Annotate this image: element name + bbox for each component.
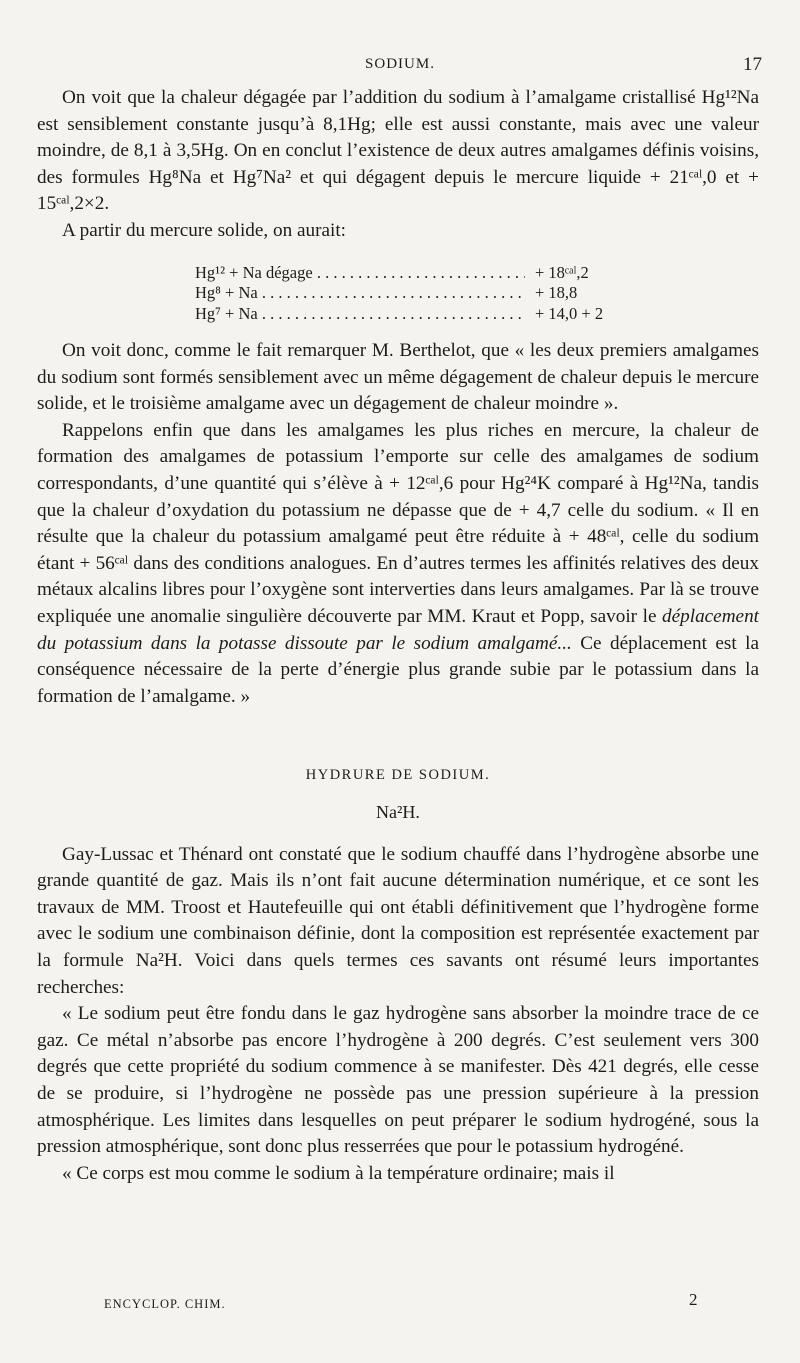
paragraph: Gay-Lussac et Thénard ont constaté que le sodium chauffé dans l’hydrogène absorbe une grande quantité de gaz. Mais ils n’ont fait aucune détermination numérique, et ce sont les travaux de MM. Troost et Hautefeuille qui ont établi définitivement que l’hydrogène forme avec le sodium une combinaison définie, dont la composition est représentée exactement par la formule Na²H. Voici dans quels termes ces savants ont résumé leurs importantes recherches:: [37, 843, 759, 998]
paragraph: « Ce corps est mou comme le sodium à la température ordinaire; mais il: [62, 1162, 615, 1184]
section-heading: HYDRURE DE SODIUM.: [305, 767, 491, 784]
running-head: [0, 56, 800, 82]
italic-phrase: déplacement du potassium dans la potasse dissoute par le sodium amalgamé...: [37, 606, 759, 654]
formula-row: [195, 304, 665, 325]
section-formula: Na²H.: [376, 801, 420, 822]
formula-row: [195, 263, 665, 284]
formula-value: + 18,8: [535, 283, 578, 303]
formula-value: + 14,0 + 2: [535, 303, 604, 323]
formula-row: [195, 283, 665, 304]
formula-lhs: Hg⁷ + Na . . .: [195, 304, 525, 325]
page-number: 17: [743, 54, 762, 75]
paragraph: [37, 418, 759, 711]
running-title: SODIUM.: [365, 56, 435, 72]
footer-signature-number: 2: [689, 1290, 698, 1309]
paragraph-text: Ce déplacement est la conséquence nécessaire de la perte d’énergie plus grande subie par le potassium dans la formation de l’amalgame. »: [37, 632, 759, 707]
paragraph: A partir du mercure solide, on aurait:: [62, 219, 346, 241]
paragraph: « Le sodium peut être fondu dans le gaz hydrogène sans absorber la moindre trace de ce gaz. Ce métal n’absorbe pas encore l’hydrogène à 200 degrés. C’est seulement vers 300 degrés que cette propriété du sodium commence à se manifester. Dès 421 degrés, elle cesse de se produire, si l’hydrogène ne possède pas une pression supérieure à la pression atmosphérique. Les limites dans lesquelles on peut préparer le sodium hydrogéné, sous la pression atmosphérique, sont donc plus resserrées que pour le potassium hydrogéné.: [37, 1003, 759, 1158]
formula-lhs: Hg¹² + Na dégage . . .: [195, 263, 525, 284]
formula-lhs: Hg⁸ + Na . . .: [195, 283, 525, 304]
body-text: [37, 85, 759, 1187]
formula-value: + 18ᶜᵃˡ,2: [535, 262, 589, 282]
paragraph: On voit que la chaleur dégagée par l’addition du sodium à l’amalgame cristallisé Hg¹²Na est sensiblement constante jusqu’à 8,1Hg; elle est aussi constante, mais avec une valeur moindre, de 8,1 à 3,5Hg. On en conclut l’existence de deux autres amalgames définis voisins, des formules Hg⁸Na et Hg⁷Na² et qui dégagent depuis le mercure liquide + 21ᶜᵃˡ,0 et + 15ᶜᵃˡ,2×2.: [37, 87, 759, 215]
footer-signature: ENCYCLOP. CHIM.: [104, 1297, 226, 1311]
paragraph: On voit donc, comme le fait remarquer M. Berthelot, que « les deux premiers amalgames du sodium sont formés sensiblement avec un même dégagement de chaleur depuis le mercure solide, et le troisième amalgame avec un dégagement de chaleur moindre ».: [37, 340, 759, 415]
formula-table: [195, 263, 665, 325]
paragraph-text: Rappelons enfin que dans les amalgames les plus riches en mercure, la chaleur de formation des amalgames de potassium l’emporte sur celle des amalgames de sodium correspondants, d’une quantité qui s’élève à + 12ᶜᵃˡ,6 pour Hg²⁴K comparé à Hg¹²Na, tandis que la chaleur d’oxydation du potassium ne dépasse que de + 4,7 celle du sodium. « Il en résulte que la chaleur du potassium amalgamé peut être réduite à + 48ᶜᵃˡ, celle du sodium étant + 56ᶜᵃˡ dans des conditions analogues. En d’autres termes les affinités relatives des deux métaux alcalins libres pour l’oxygène sont interverties dans leurs amalgames. Par là se trouve expliquée une anomalie singulière découverte par MM. Kraut et Popp, savoir le: [37, 419, 759, 627]
